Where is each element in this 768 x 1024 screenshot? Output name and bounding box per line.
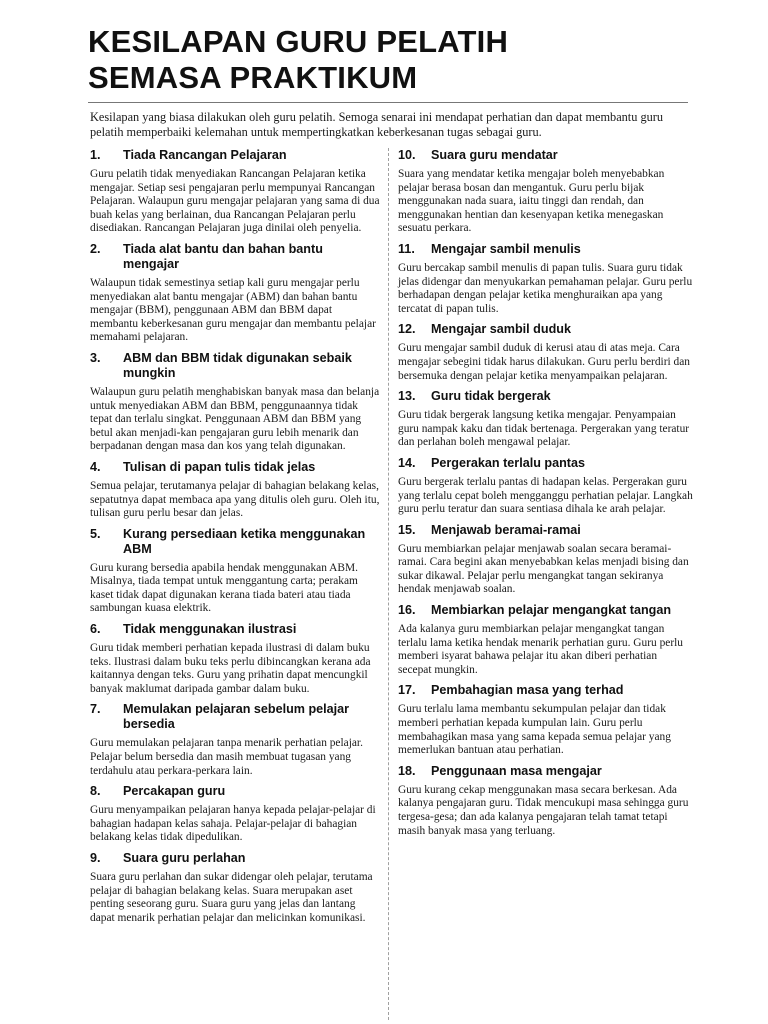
item-heading xyxy=(398,523,693,538)
item-body: Semua pelajar, terutamanya pelajar di bahagian belakang kelas, sepatutnya dapat membaca apa yang ditulis oleh guru. Oleh itu, tulisan guru perlu besar dan jelas. xyxy=(90,479,380,520)
item-body: Walaupun guru pelatih menghabiskan banyak masa dan belanja untuk menyediakan ABM dan BBM, penggunaannya tidak tepat dan terlalu singkat. Penggunaan ABM dan BBM yang betul akan menjadi-kan pengajaran guru lebih menarik dan berpadanan dengan masa dan kos yang telah digunakan. xyxy=(90,385,380,453)
item-title: Mengajar sambil menulis xyxy=(431,241,581,256)
item xyxy=(90,851,380,925)
item-title: Tiada alat bantu dan bahan bantu mengajar xyxy=(123,241,323,271)
item-number: 15. xyxy=(398,522,416,537)
item-body: Ada kalanya guru membiarkan pelajar mengangkat tangan terlalu lama ketika hendak menarik perhatian guru. Guru perlu memberi isyarat bahawa pelajar itu akan diberi perhatian secepat mungkin. xyxy=(398,623,683,676)
item xyxy=(90,148,380,236)
title-line-2: SEMASA PRAKTIKUM xyxy=(88,60,418,95)
item-body: Guru terlalu lama membantu sekumpulan pelajar dan tidak memberi perhatian kepada kumpulan lain. Guru perlu membahagikan masa yang sama kepada semua pelajar yang memerlukan bantuan atau perhatian. xyxy=(398,703,671,757)
item-number: 17. xyxy=(398,683,416,698)
item-heading xyxy=(398,603,693,618)
left-column xyxy=(90,148,380,931)
item-body: Guru mengajar sambil duduk di kerusi atau di atas meja. Cara mengajar sebegini tidak harus dilakukan. Guru perlu berdiri dan bersemuka dengan pelajar ketika menyampaikan pelajaran. xyxy=(398,342,690,382)
item-number: 3. xyxy=(90,350,101,365)
item-number: 6. xyxy=(90,622,101,637)
item-heading xyxy=(90,460,380,475)
item-title: Suara guru mendatar xyxy=(431,148,558,162)
item-number: 9. xyxy=(90,851,101,865)
item-title: Menjawab beramai-ramai xyxy=(431,522,581,537)
item-heading xyxy=(398,389,693,404)
item xyxy=(90,702,380,778)
item-title: Kurang persediaan ketika menggunakan ABM xyxy=(123,526,366,556)
item xyxy=(398,242,693,316)
item xyxy=(398,523,693,597)
item xyxy=(90,242,380,345)
page-title xyxy=(88,24,708,96)
item-heading xyxy=(398,322,693,337)
item-number: 4. xyxy=(90,459,101,474)
item-heading xyxy=(90,242,380,272)
item-body: Guru pelatih tidak menyediakan Rancangan Pelajaran ketika mengajar. Setiap sesi pengajaran perlu mempunyai Rancangan Pelajaran. Walaupun guru mengajar pelajaran yang sama di dua buah kelas yang berlainan, dua Rancangan Pelajaran perlu disediakan. Rancangan Pelajaran juga dinilai oleh penyelia. xyxy=(90,168,380,235)
item-number: 5. xyxy=(90,526,101,541)
item-number: 14. xyxy=(398,455,416,470)
item-heading xyxy=(90,702,380,732)
item xyxy=(398,322,693,383)
item-body: Walaupun tidak semestinya setiap kali guru mengajar perlu menyediakan alat bantu mengajar (ABM) dan bahan bantu mengajar (BBM), penggunaan ABM dan BBM dapat membantu keberkesanan guru mengajar dan membantu pelajar memahami pelajaran. xyxy=(90,276,376,344)
item-title: Pembahagian masa yang terhad xyxy=(431,683,624,698)
item-title: Mengajar sambil duduk xyxy=(431,322,571,337)
item-number: 11. xyxy=(398,241,415,256)
item-title: Suara guru perlahan xyxy=(123,851,246,865)
item-number: 13. xyxy=(398,389,416,404)
item-number: 8. xyxy=(90,784,101,799)
item xyxy=(90,622,380,696)
item xyxy=(398,389,693,450)
item-body: Guru bercakap sambil menulis di papan tulis. Suara guru tidak jelas didengar dan menyukarkan pemahaman pelajar. Guru perlu berhadapan dengan pelajar ketika menghuraikan apa yang tercatat di papan tulis. xyxy=(398,261,693,315)
item xyxy=(90,460,380,521)
item-body: Guru bergerak terlalu pantas di hadapan kelas. Pergerakan guru yang terlalu cepat boleh mengganggu perhatian pelajar. Langkah guru perlu teratur dan suara sentiasa dihala ke arah pelajar. xyxy=(398,475,693,516)
item-heading xyxy=(90,784,380,799)
item-heading xyxy=(90,351,380,381)
item-title: Membiarkan pelajar mengangkat tangan xyxy=(431,603,672,618)
item xyxy=(90,784,380,845)
item-number: 2. xyxy=(90,241,101,256)
item-heading xyxy=(398,683,693,698)
item-title: Penggunaan masa mengajar xyxy=(431,763,602,778)
item-body: Suara guru perlahan dan sukar didengar oleh pelajar, terutama pelajar di bahagian belakang kelas. Suara merupakan aset penting seseorang guru. Suara guru yang jelas dan lantang dapat menarik perhatian pelajar dan melicinkan komunikasi. xyxy=(90,871,373,924)
item-number: 7. xyxy=(90,702,101,717)
item xyxy=(398,148,693,236)
item-number: 12. xyxy=(398,322,416,337)
column-divider xyxy=(388,148,389,1020)
item-body: Suara yang mendatar ketika mengajar boleh menyebabkan pelajar berasa bosan dan mengantuk. Guru perlu bijak menggunakan nada suara, iaitu tinggi dan rendah, dan menggunakan hentian dan kesenyapan ketika menegaskan sesuatu perkara. xyxy=(398,168,665,235)
item xyxy=(398,603,693,677)
item-heading xyxy=(398,456,693,471)
item xyxy=(398,764,693,838)
item-title: Tulisan di papan tulis tidak jelas xyxy=(123,459,316,474)
item-heading xyxy=(90,622,380,637)
item-number: 10. xyxy=(398,148,416,162)
item xyxy=(398,683,693,757)
item-title: Percakapan guru xyxy=(123,784,226,799)
item xyxy=(398,456,693,517)
item-body: Guru memulakan pelajaran tanpa menarik perhatian pelajar. Pelajar belum bersedia dan masih membuat tugasan yang terdahulu atau perkara-perkara lain. xyxy=(90,737,363,777)
item-title: Memulakan pelajaran sebelum pelajar bersedia xyxy=(123,702,350,732)
item-title: Guru tidak bergerak xyxy=(431,389,551,404)
item-body: Guru kurang bersedia apabila hendak menggunakan ABM. Misalnya, tiada tempat untuk menggantung carta; perakam kaset tidak dapat digunakan kerana tiada bateri atau tiada sambungan kuasa elektrik. xyxy=(90,561,358,615)
item-number: 16. xyxy=(398,603,416,618)
item-body: Guru kurang cekap menggunakan masa secara berkesan. Ada kalanya pengajaran guru. Tidak mencukupi masa sehingga guru tergesa-gesa; dan ada kalanya pengajaran telah tamat tetapi masih banyak masa yang terluang. xyxy=(398,783,689,837)
right-column xyxy=(398,148,693,844)
title-line-1: KESILAPAN GURU PELATIH xyxy=(88,24,509,59)
item-title: Pergerakan terlalu pantas xyxy=(431,455,585,470)
item-heading xyxy=(398,148,693,163)
item-heading xyxy=(90,851,380,866)
item-number: 18. xyxy=(398,763,416,778)
item-title: Tidak menggunakan ilustrasi xyxy=(123,622,297,637)
item-title: ABM dan BBM tidak digunakan sebaik mungkin xyxy=(123,350,352,380)
title-rule xyxy=(88,102,688,103)
item-heading xyxy=(90,527,380,557)
item-heading xyxy=(90,148,380,163)
item xyxy=(90,527,380,616)
item-body: Guru tidak bergerak langsung ketika mengajar. Penyampaian guru nampak kaku dan tidak bertenaga. Pergerakan yang teratur dan perlahan boleh mengawal pelajar. xyxy=(398,409,690,449)
item xyxy=(90,351,380,454)
item-heading xyxy=(398,764,693,779)
item-number: 1. xyxy=(90,148,101,162)
item-body: Guru menyampaikan pelajaran hanya kepada pelajar-pelajar di bahagian hadapan kelas sahaja. Pelajar-pelajar di bahagian belakang kelas tidak dipedulikan. xyxy=(90,804,376,844)
intro-paragraph: Kesilapan yang biasa dilakukan oleh guru pelatih. Semoga senarai ini mendapat perhatian dan dapat membantu guru pelatih memperbaiki kelemahan untuk mempertingkatkan keberkesanan tugas sebagai guru. xyxy=(90,110,663,139)
item-heading xyxy=(398,242,693,257)
item-body: Guru membiarkan pelajar menjawab soalan secara beramai-ramai. Cara begini akan menyebabkan kelas menjadi bising dan sukar dikawal. Pelajar perlu mengangkat tangan sekiranya hendak menjawab soalan. xyxy=(398,542,689,596)
item-title: Tiada Rancangan Pelajaran xyxy=(123,148,287,162)
item-body: Guru tidak memberi perhatian kepada ilustrasi di dalam buku teks. Ilustrasi dalam buku teks perlu dibincangkan kerana ada kaitannya dengan teks. Guru yang prihatin dapat mencungkil banyak maklumat daripada gambar dalam buku. xyxy=(90,642,371,695)
